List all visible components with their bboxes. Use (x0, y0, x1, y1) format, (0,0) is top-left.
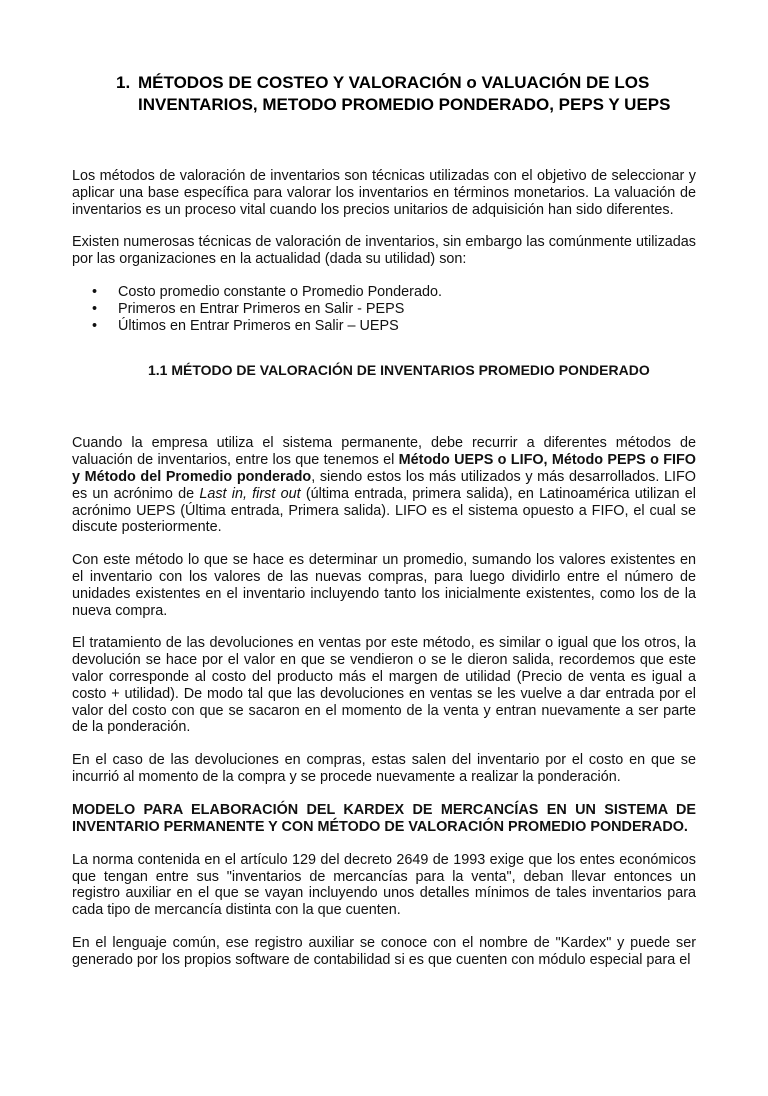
methods-list (72, 284, 696, 334)
list-item-text: Costo promedio constante o Promedio Ponderado. (118, 283, 442, 300)
techniques-paragraph: Existen numerosas técnicas de valoración de inventarios, sin embargo las comúnmente utilizadas por las organizaciones en la actualidad (dada su utilidad) son: (72, 234, 696, 268)
section-subheading: 1.1 MÉTODO DE VALORACIÓN DE INVENTARIOS PROMEDIO PONDERADO (148, 362, 650, 379)
method-text-2: , siendo estos los más utilizados y más desarrollados. LIFO es un acrónimo de (72, 468, 696, 502)
title-number: 1. (116, 73, 131, 92)
title-line-1: MÉTODOS DE COSTEO Y VALORACIÓN o VALUACIÓN DE LOS (138, 73, 650, 92)
list-item-text: Primeros en Entrar Primeros en Salir - PEPS (118, 300, 405, 317)
bullet-icon: • (92, 317, 98, 334)
method-italic-text: Last in, first out (199, 485, 301, 502)
kardex-paragraph: En el lenguaje común, ese registro auxiliar se conoce con el nombre de "Kardex" y puede ser generado por los propios software de contabilidad si es que cuenten con módulo especial para el (72, 934, 696, 968)
method-text-1: Cuando la empresa utiliza el sistema permanente, debe recurrir a diferentes métodos de valuación de inventarios, entre los que tenemos el (72, 435, 696, 469)
method-paragraph (72, 435, 696, 536)
sales-returns-paragraph: El tratamiento de las devoluciones en ventas por este método, es similar o igual que los otros, la devolución se hace por el valor en que se vendieron o se le dieron salida, recordemos que este valor corresponde al costo del producto más el margen de utilidad (Precio de venta es igual a costo + utilidad). De modo tal que las devoluciones en ventas se les vuelve a dar entrada por el valor del costo con que se sacaron en el momento de la venta y entran nuevamente a ser parte de la ponderación. (72, 635, 696, 736)
list-item-text: Últimos en Entrar Primeros en Salir – UEPS (118, 317, 399, 334)
list-item (92, 318, 696, 335)
intro-paragraph: Los métodos de valoración de inventarios son técnicas utilizadas con el objetivo de seleccionar y aplicar una base específica para valorar los inventarios en términos monetarios. La valuación de inventarios es un proceso vital cuando los precios unitarios de adquisición han sido diferentes. (72, 168, 696, 218)
title-line-2-b: METODO PROMEDIO PONDERADO, PEPS Y UEPS (262, 95, 671, 114)
list-item (92, 301, 696, 318)
method-bold-text: Método UEPS o LIFO, Método PEPS o FIFO y Método del Promedio ponderado (72, 452, 696, 485)
purchase-returns-paragraph: En el caso de las devoluciones en compras, estas salen del inventario por el costo en que se incurrió al momento de la compra y se procede nuevamente a realizar la ponderación. (72, 752, 696, 785)
list-item (92, 284, 696, 301)
method-text-3: (última entrada, primera salida), en Latinoamérica utilizan el acrónimo UEPS (Última entrada, Primera salida). LIFO es el sistema opuesto a FIFO, el cual se discute posteriormente. (72, 485, 696, 536)
kardex-heading: MODELO PARA ELABORACIÓN DEL KARDEX DE MERCANCÍAS EN UN SISTEMA DE INVENTARIO PERMANENTE Y CON MÉTODO DE VALORACIÓN PROMEDIO PONDERADO. (72, 801, 696, 835)
bullet-icon: • (92, 300, 98, 317)
title-line-2-a: INVENTARIOS, (138, 95, 263, 114)
average-paragraph: Con este método lo que se hace es determinar un promedio, sumando los valores existentes en el inventario con los valores de las nuevas compras, para luego dividirlo entre el número de unidades existentes en el inventario incluyendo tanto los inicialmente existentes, como los de la nueva compra. (72, 552, 696, 619)
bullet-icon: • (92, 283, 98, 300)
document-title (72, 72, 696, 116)
norm-paragraph: La norma contenida en el artículo 129 del decreto 2649 de 1993 exige que los entes económicos que tengan entre sus "inventarios de mercancías para la venta", deban llevar entonces un registro auxiliar en el que se vayan incluyendo unos detalles mínimos de tales inventarios para cada tipo de mercancía distinta con la que cuenten. (72, 851, 696, 919)
document-page (0, 72, 768, 1096)
title-line-2 (116, 94, 696, 116)
